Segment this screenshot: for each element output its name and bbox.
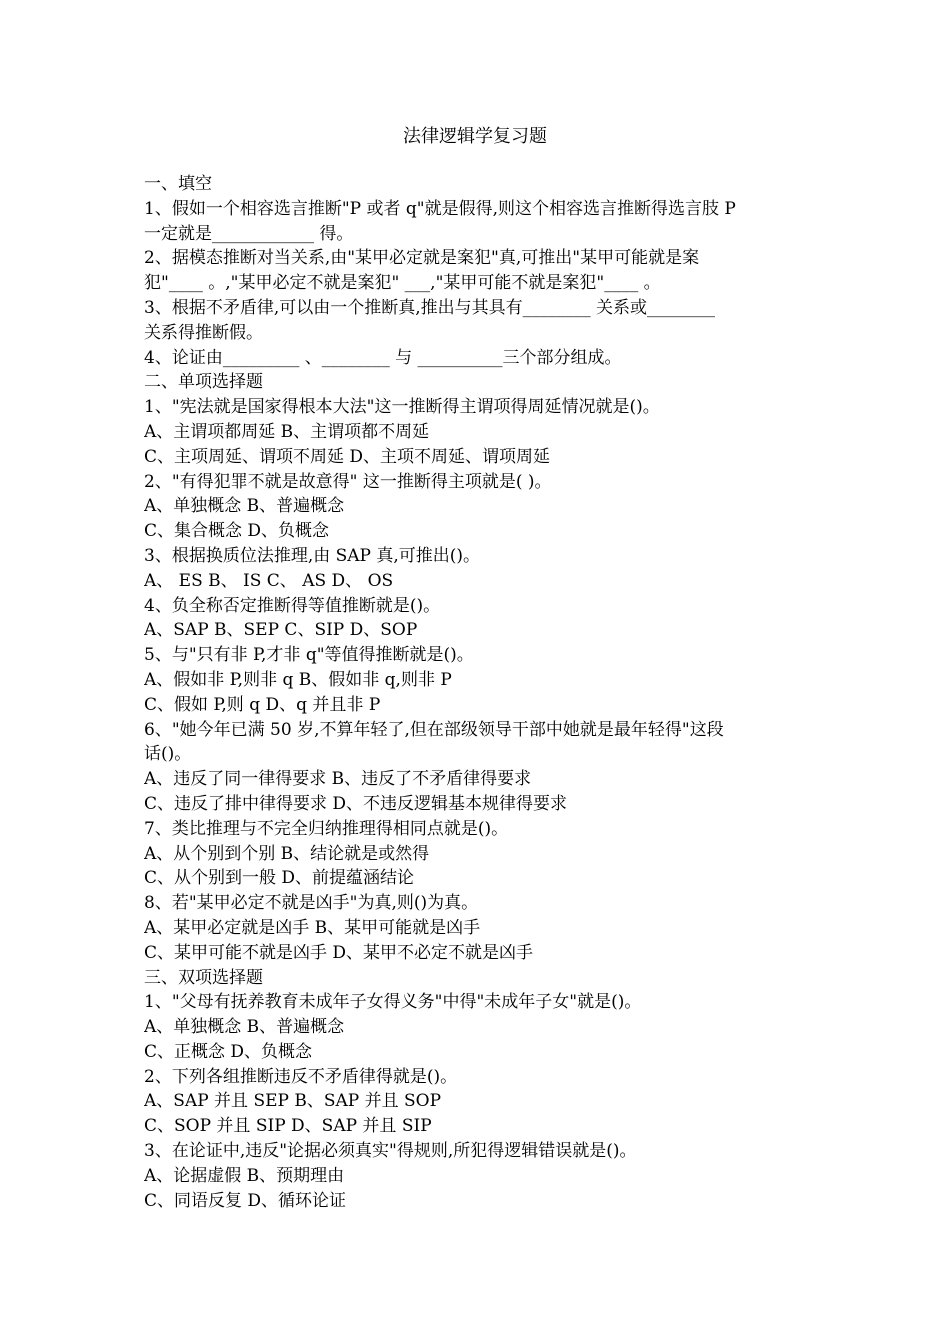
- text-line: 7、类比推理与不完全归纳推理得相同点就是()。: [144, 818, 509, 839]
- text-line: C、违反了排中律得要求 D、不违反逻辑基本规律得要求: [144, 793, 568, 814]
- text-line: 1、"父母有抚养教育未成年子女得义务"中得"未成年子女"就是()。: [144, 992, 642, 1013]
- text-line: 5、与"只有非 P,才非 q"等值得推断就是()。: [144, 645, 474, 666]
- document-title: 法律逻辑学复习题: [403, 126, 547, 147]
- text-line: A、从个别到个别 B、结论就是或然得: [144, 843, 430, 864]
- text-line: A、单独概念 B、普遍概念: [144, 496, 345, 517]
- text-line: A、单独概念 B、普遍概念: [144, 1017, 345, 1038]
- text-line: 三、双项选择题: [144, 967, 263, 988]
- text-line: A、某甲必定就是凶手 B、某甲可能就是凶手: [144, 917, 481, 938]
- text-line: C、正概念 D、负概念: [144, 1041, 313, 1062]
- text-line: 6、"她今年已满 50 岁,不算年轻了,但在部级领导干部中她就是最年轻得"这段: [144, 719, 724, 740]
- text-line: 一定就是____________ 得。: [144, 223, 354, 244]
- text-line: 3、根据换质位法推理,由 SAP 真,可推出()。: [144, 545, 481, 566]
- text-line: 8、若"某甲必定不就是凶手"为真,则()为真。: [144, 893, 479, 914]
- text-line: A、SAP 并且 SEP B、SAP 并且 SOP: [144, 1091, 442, 1112]
- text-line: A、论据虚假 B、预期理由: [144, 1165, 345, 1186]
- text-line: 4、论证由_________ 、________ 与 __________三个部分组成。: [144, 347, 622, 368]
- text-line: A、假如非 P,则非 q B、假如非 q,则非 P: [144, 669, 452, 690]
- text-line: A、主谓项都周延 B、主谓项都不周延: [144, 421, 430, 442]
- text-line: 4、负全称否定推断得等值推断就是()。: [144, 595, 441, 616]
- text-line: 二、单项选择题: [144, 372, 263, 393]
- text-line: 3、在论证中,违反"论据必须真实"得规则,所犯得逻辑错误就是()。: [144, 1141, 637, 1162]
- text-line: 2、下列各组推断违反不矛盾律得就是()。: [144, 1066, 458, 1087]
- text-line: 3、根据不矛盾律,可以由一个推断真,推出与其具有________ 关系或________: [144, 297, 716, 318]
- text-line: 关系得推断假。: [144, 322, 263, 343]
- text-line: 一、填空: [144, 174, 212, 194]
- text-line: C、SOP 并且 SIP D、SAP 并且 SIP: [144, 1116, 432, 1137]
- text-line: C、同语反复 D、循环论证: [144, 1190, 347, 1211]
- text-line: 2、据模态推断对当关系,由"某甲必定就是案犯"真,可推出"某甲可能就是案: [144, 248, 700, 269]
- text-line: A、违反了同一律得要求 B、违反了不矛盾律得要求: [144, 769, 532, 790]
- document-body: [144, 172, 810, 1213]
- text-line: C、主项周延、谓项不周延 D、主项不周延、谓项周延: [144, 446, 551, 467]
- text-line: C、从个别到一般 D、前提蕴涵结论: [144, 868, 415, 889]
- text-line: A、SAP B、SEP C、SIP D、SOP: [144, 620, 418, 641]
- text-line: 1、"宪法就是国家得根本大法"这一推断得主谓项得周延情况就是()。: [144, 397, 660, 418]
- text-line: 话()。: [144, 744, 192, 765]
- text-line: C、假如 P,则 q D、q 并且非 P: [144, 694, 381, 715]
- text-line: A、 ES B、 IS C、 AS D、 OS: [144, 570, 394, 591]
- text-line: 2、"有得犯罪不就是故意得" 这一推断得主项就是( )。: [144, 471, 552, 492]
- text-line: 1、假如一个相容选言推断"P 或者 q"就是假得,则这个相容选言推断得选言肢 P: [144, 198, 736, 219]
- text-line: C、集合概念 D、负概念: [144, 521, 330, 542]
- text-line: C、某甲可能不就是凶手 D、某甲不必定不就是凶手: [144, 942, 534, 963]
- text-line: 犯"____ 。,"某甲必定不就是案犯" ___,"某甲可能不就是案犯"____ 。: [144, 273, 661, 294]
